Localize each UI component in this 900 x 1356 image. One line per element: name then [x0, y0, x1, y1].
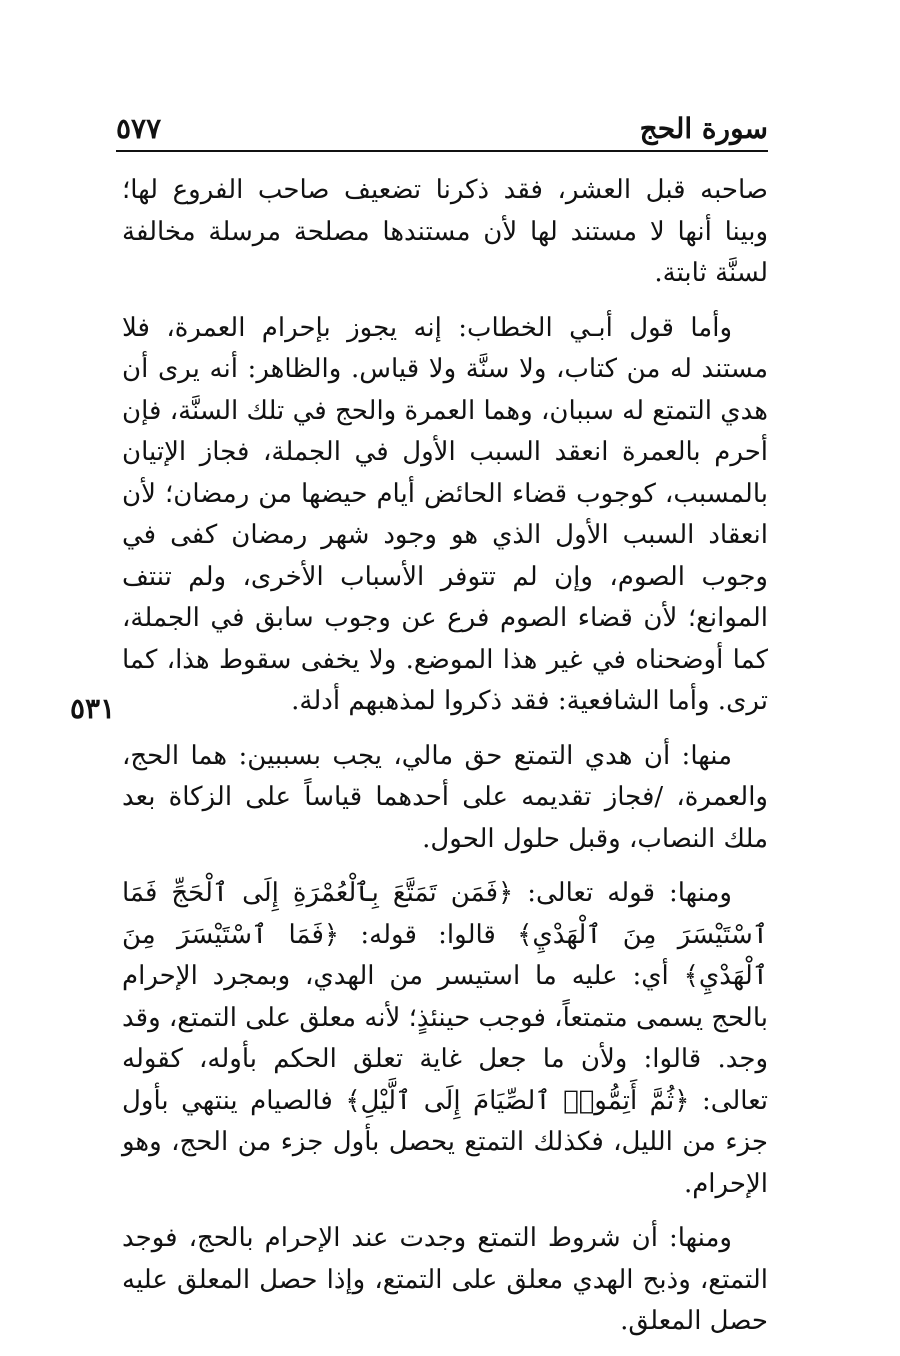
paragraph-abu-al-khattab: وأما قول أبـي الخطاب: إنه يجوز بإحرام العمرة، فلا مستند له من كتاب، ولا سنَّة ولا قياس. والظاهر: أنه يرى أن هدي التمتع له سببان، وهما العمرة والحج في تلك السنَّة، فإن أحرم بالعمرة انعقد السبب الأول في الجملة، فجاز الإتيان بالمسبب، كوجوب قضاء الحائض أيام حيضها من رمضان؛ لأن انعقاد السبب الأول الذي هو وجود شهر رمضان كفى في وجوب الصوم، وإن لم تتوفر الأسباب الأخرى، ولم تنتف الموانع؛ لأن قضاء الصوم فرع عن وجوب سابق في الجملة، كما أوضحناه في غير هذا الموضع. ولا يخفى سقوط هذا، كما ترى. وأما الشافعية: فقد ذكروا لمذهبهم أدلة. — [122, 312, 768, 716]
paragraph-evidence-verse: ومنها: قوله تعالى: ﴿فَمَن تَمَتَّعَ بِٱلْعُمْرَةِ إِلَى ٱلْحَجِّ فَمَا ٱسْتَيْسَرَ مِنَ ٱلْهَدْيِ﴾ قالوا: قوله: ﴿فَمَا ٱسْتَيْسَرَ مِنَ ٱلْهَدْيِ﴾ أي: عليه ما استيسر من الهدي، وبمجرد الإحرام بالحج يسمى متمتعاً، فوجب حينئذٍ؛ لأنه معلق على التمتع، وقد وجد. قالوا: ولأن ما جعل غاية تعلق الحكم بأوله، كقوله تعالى: ﴿ثُمَّ أَتِمُّوا۟ ٱلصِّيَامَ إِلَى ٱلَّيْلِ﴾ فالصيام ينتهي بأول جزء من الليل، فكذلك التمتع يحصل بأول جزء من الحج، وهو الإحرام. — [122, 878, 769, 1199]
paragraph-evidence-financial-right: منها: أن هدي التمتع حق مالي، يجب بسببين: هما الحج، والعمرة، /فجاز تقديمه على أحدهما قياساً على الزكاة بعد ملك النصاب، وقبل حلول الحول. — [122, 740, 768, 854]
surah-title: سورة الحج — [639, 112, 768, 145]
page-body — [122, 170, 768, 1356]
page-header — [116, 108, 768, 152]
page-number: ٥٧٧ — [116, 112, 162, 145]
paragraph-evidence-conditions: ومنها: أن شروط التمتع وجدت عند الإحرام بالحج، فوجد التمتع، وذبح الهدي معلق على التمتع، وإذا حصل المعلق عليه حصل المعلق. — [122, 1223, 768, 1336]
margin-page-reference: ٥٣١ — [70, 692, 116, 725]
header-divider — [116, 150, 768, 152]
paragraph-continuation: صاحبه قبل العشر، فقد ذكرنا تضعيف صاحب الفروع لها؛ وبينا أنها لا مستند لها لأن مستندها مصلحة مرسلة مخالفة لسنَّة ثابتة. — [122, 175, 768, 288]
